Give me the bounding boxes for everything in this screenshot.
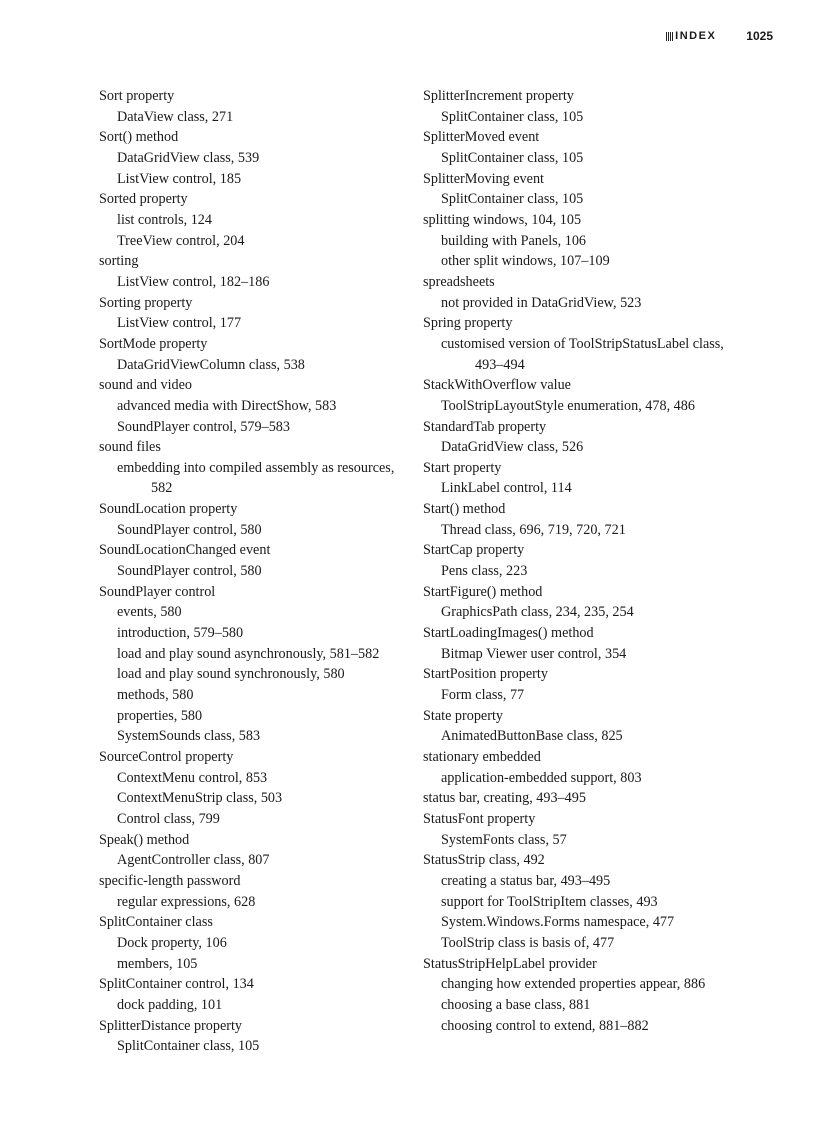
- index-subentry: DataGridView class, 539: [117, 149, 260, 166]
- index-entry: Sort property: [99, 88, 175, 104]
- index-subentry: Thread class, 696, 719, 720, 721: [441, 521, 626, 538]
- index-entry: SortMode property: [99, 335, 208, 352]
- index-subentry: creating a status bar, 493–495: [441, 872, 611, 889]
- index-subentry: embedding into compiled assembly as resources, 582: [117, 459, 395, 497]
- index-subentry: SplitContainer class, 105: [441, 149, 584, 166]
- index-subentry: properties, 580: [117, 707, 203, 724]
- index-subentry: SoundPlayer control, 579–583: [117, 418, 290, 435]
- index-subentry: list controls, 124: [117, 211, 212, 228]
- index-entry: StackWithOverflow value: [423, 377, 571, 394]
- index-subentry: ContextMenu control, 853: [117, 769, 268, 786]
- index-entry: StandardTab property: [423, 418, 547, 435]
- index-subentry: regular expressions, 628: [117, 893, 256, 910]
- index-subentry: DataGridViewColumn class, 538: [117, 356, 305, 373]
- index-subentry: Dock property, 106: [117, 934, 227, 951]
- index-subentry: other split windows, 107–109: [441, 253, 610, 270]
- index-subentry: AgentController class, 807: [117, 852, 270, 869]
- index-subentry: load and play sound asynchronously, 581–582: [117, 645, 380, 662]
- index-entry: SoundPlayer control: [99, 583, 216, 600]
- index-subentry: AnimatedButtonBase class, 825: [441, 728, 623, 745]
- index-entry: SplitterMoving event: [423, 170, 544, 187]
- index-subentry: events, 580: [117, 604, 182, 621]
- index-subentry: ContextMenuStrip class, 503: [117, 790, 283, 807]
- index-entry: State property: [423, 707, 503, 724]
- index-entry: Sorted property: [99, 191, 188, 208]
- index-subentry: building with Panels, 106: [441, 232, 587, 249]
- index-subentry: SplitContainer class, 105: [441, 108, 584, 125]
- index-entry: stationary embedded: [423, 749, 541, 765]
- index-subentry: Control class, 799: [117, 810, 220, 827]
- index-subentry: SoundPlayer control, 580: [117, 521, 262, 538]
- index-column-left: [99, 86, 399, 1057]
- index-entry: sorting: [99, 253, 139, 270]
- index-entry: SplitterDistance property: [99, 1017, 243, 1034]
- index-entry: sound files: [99, 439, 161, 456]
- index-subentry: SplitContainer class, 105: [117, 1038, 260, 1055]
- index-subentry: introduction, 579–580: [117, 625, 244, 642]
- section-title: INDEX: [675, 30, 717, 42]
- index-subentry: changing how extended properties appear, 886: [441, 976, 706, 993]
- index-entry: sound and video: [99, 377, 192, 394]
- index-entry: SoundLocationChanged event: [99, 542, 271, 559]
- index-entry: StatusStrip class, 492: [423, 852, 545, 869]
- index-subentry: DataView class, 271: [117, 108, 234, 125]
- index-entry: specific-length password: [99, 872, 241, 889]
- index-entry: splitting windows, 104, 105: [423, 211, 582, 228]
- index-entry: Sorting property: [99, 294, 193, 311]
- index-entry: Speak() method: [99, 831, 190, 848]
- index-subentry: SystemFonts class, 57: [441, 831, 567, 848]
- index-entry: SplitterMoved event: [423, 129, 540, 146]
- index-subentry: LinkLabel control, 114: [441, 480, 572, 497]
- section-marker-icon: [666, 32, 674, 41]
- index-subentry: members, 105: [117, 955, 198, 972]
- index-subentry: ListView control, 185: [117, 170, 242, 187]
- index-subentry: dock padding, 101: [117, 996, 223, 1013]
- index-subentry: support for ToolStripItem classes, 493: [441, 893, 658, 910]
- index-entry: StatusStripHelpLabel provider: [423, 955, 597, 972]
- index-entry: SourceControl property: [99, 749, 234, 765]
- page-number: 1025: [746, 29, 773, 43]
- index-entry: Start() method: [423, 501, 506, 518]
- index-subentry: Form class, 77: [441, 687, 525, 704]
- index-entry: StatusFont property: [423, 810, 536, 827]
- index-entry: SplitterIncrement property: [423, 88, 574, 104]
- index-subentry: Bitmap Viewer user control, 354: [441, 645, 627, 662]
- index-subentry: TreeView control, 204: [117, 232, 245, 249]
- index-entry: SplitContainer class: [99, 914, 213, 931]
- index-entry: SplitContainer control, 134: [99, 976, 254, 993]
- index-entry: StartLoadingImages() method: [423, 625, 594, 642]
- running-header: [666, 29, 773, 43]
- index-subentry: ListView control, 177: [117, 315, 242, 332]
- index-entry: StartFigure() method: [423, 583, 543, 600]
- index-subentry: GraphicsPath class, 234, 235, 254: [441, 604, 634, 621]
- index-subentry: ToolStripLayoutStyle enumeration, 478, 486: [441, 397, 695, 414]
- index-subentry: SplitContainer class, 105: [441, 191, 584, 208]
- index-entry: SoundLocation property: [99, 501, 238, 518]
- index-subentry: application-embedded support, 803: [441, 769, 642, 786]
- index-subentry: load and play sound synchronously, 580: [117, 666, 345, 683]
- index-entry: StartPosition property: [423, 666, 548, 683]
- index-subentry: customised version of ToolStripStatusLabel class, 493–494: [441, 335, 724, 373]
- index-subentry: System.Windows.Forms namespace, 477: [441, 914, 675, 931]
- index-subentry: choosing control to extend, 881–882: [441, 1017, 649, 1034]
- index-subentry: ToolStrip class is basis of, 477: [441, 934, 615, 951]
- index-subentry: ListView control, 182–186: [117, 273, 270, 290]
- index-entry: Sort() method: [99, 129, 179, 146]
- index-entry: Start property: [423, 459, 502, 476]
- index-subentry: choosing a base class, 881: [441, 996, 591, 1013]
- index-subentry: DataGridView class, 526: [441, 439, 584, 456]
- index-subentry: Pens class, 223: [441, 563, 528, 580]
- index-entry: Spring property: [423, 315, 513, 332]
- index-entry: StartCap property: [423, 542, 525, 559]
- index-subentry: SoundPlayer control, 580: [117, 563, 262, 580]
- index-entry: spreadsheets: [423, 273, 495, 290]
- index-subentry: methods, 580: [117, 687, 194, 704]
- index-column-right: [423, 86, 753, 1036]
- index-subentry: SystemSounds class, 583: [117, 728, 261, 745]
- index-subentry: advanced media with DirectShow, 583: [117, 397, 337, 414]
- index-subentry: not provided in DataGridView, 523: [441, 294, 642, 311]
- index-entry: status bar, creating, 493–495: [423, 790, 586, 807]
